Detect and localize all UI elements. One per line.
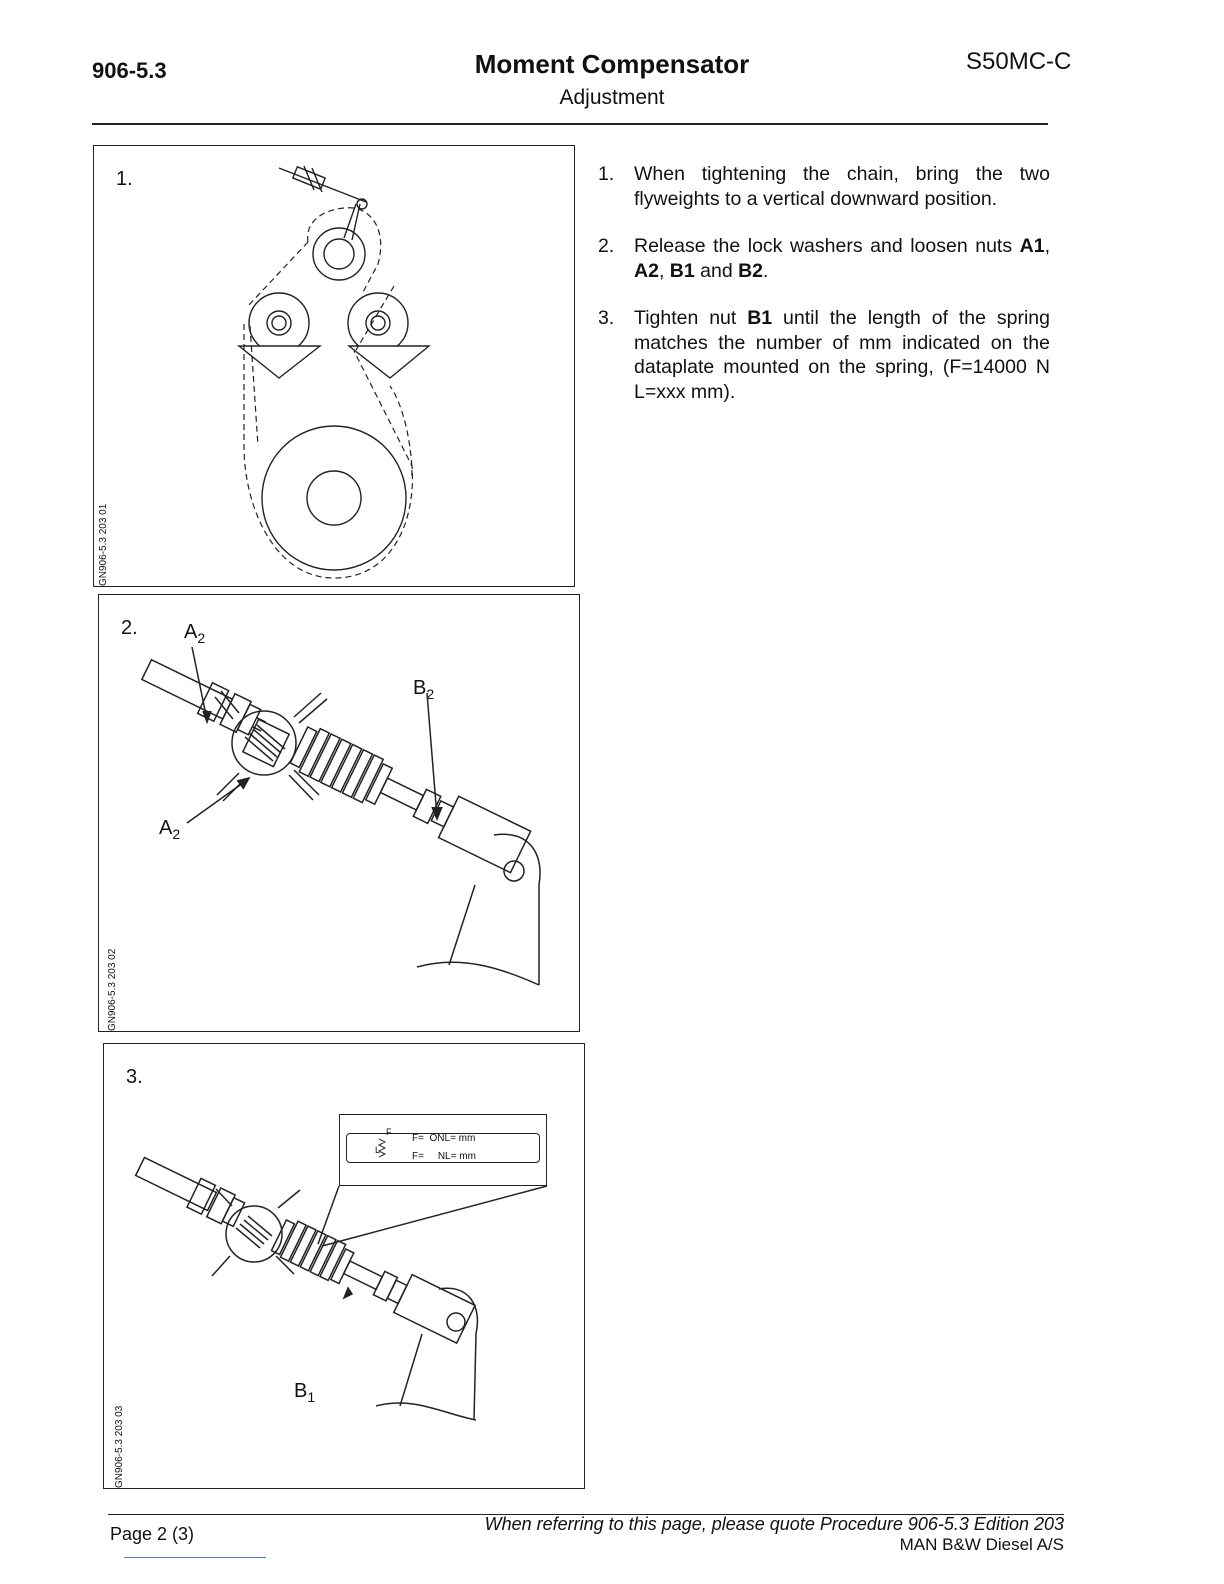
step-number: 3. (598, 307, 615, 329)
figure-3-panel (103, 1043, 585, 1489)
figure-2-number: 2. (121, 617, 138, 639)
label-a2-bottom: $A_2$ (159, 817, 181, 842)
step-text: Tighten nut B1 until the length of the spring matches the number of mm indicated on the dataplate mounted on the spring, (F=14000 N L=xxx mm). (634, 307, 1051, 403)
step-text: Release the lock washers and loosen nuts A1, A2, B1 and B2. (634, 235, 1050, 282)
chain-drive-drawing (94, 146, 576, 588)
header-rule (92, 123, 1048, 125)
page-title: Moment Compensator (474, 49, 750, 79)
step-number: 1. (598, 163, 615, 185)
dataplate-f-symbol: F (386, 1127, 392, 1137)
adjusting-spring-drawing (99, 595, 581, 1033)
figure-1-code: GN906-5.3 203 01 (98, 503, 109, 586)
label-a2-top: $A_2$ (184, 621, 206, 646)
dataplate-row-1: F= ONL= mm (412, 1133, 476, 1144)
step-number: 2. (598, 235, 615, 257)
step-text: When tightening the chain, bring the two flyweights to a vertical downward position. (634, 163, 1050, 210)
page-subtitle: Adjustment (559, 86, 665, 109)
figure-1-panel (93, 145, 575, 587)
label-b1: $B_1$ (294, 1380, 316, 1405)
figure-2-code: GN906-5.3 203 02 (107, 948, 118, 1031)
page-number: Page 2 (3) (110, 1524, 195, 1544)
instruction-step-3 (598, 306, 1050, 404)
instruction-step-1 (598, 162, 1050, 211)
figure-3-code: GN906-5.3 203 03 (114, 1405, 125, 1488)
instruction-step-2 (598, 234, 1050, 283)
engine-type: S50MC-C (966, 48, 1072, 75)
scan-mark (124, 1557, 266, 1558)
company-name: MAN B&W Diesel A/S (899, 1535, 1064, 1554)
dataplate-l-symbol: L (375, 1145, 381, 1155)
dataplate-row-2: F= NL= mm (412, 1151, 476, 1162)
reference-note: When referring to this page, please quote Procedure 906-5.3 Edition 203 (484, 1514, 1064, 1534)
document-number: 906-5.3 (92, 58, 167, 83)
figure-1-number: 1. (116, 168, 133, 190)
figure-2-panel (98, 594, 580, 1032)
figure-3-number: 3. (126, 1066, 143, 1088)
instruction-list (598, 162, 1050, 427)
spring-length-drawing (104, 1044, 586, 1490)
label-b2: $B_2$ (413, 677, 435, 702)
